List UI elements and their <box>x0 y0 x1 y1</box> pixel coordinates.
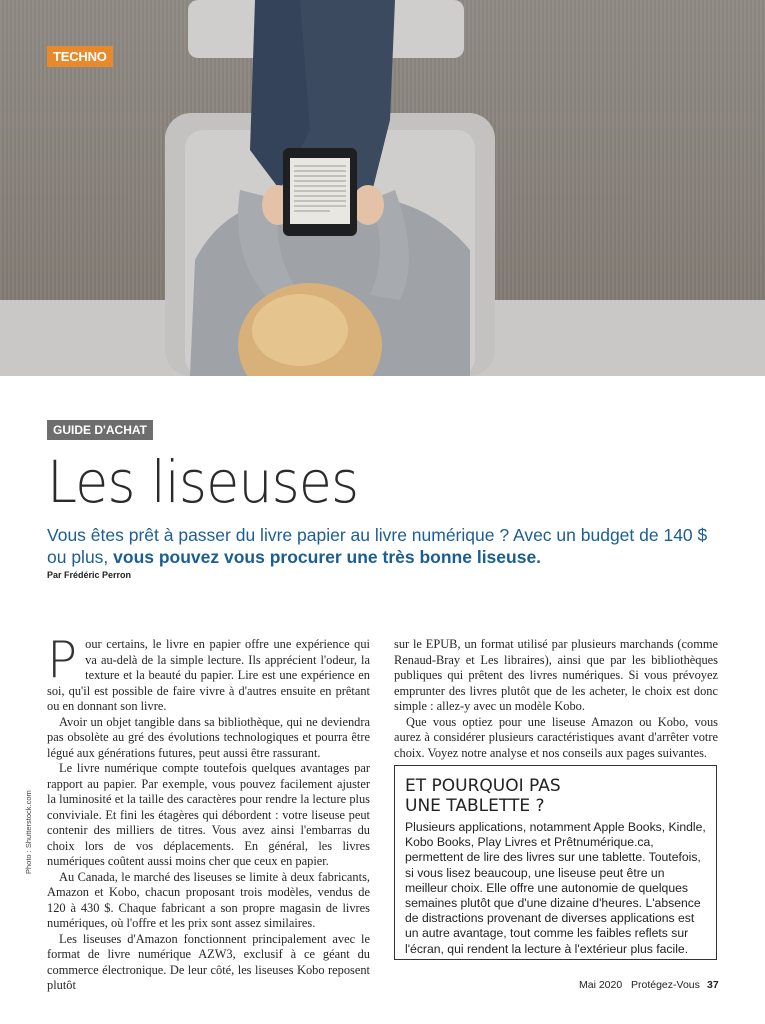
paragraph: our certains, le livre en papier offre une expérience qui va au-delà de la simple lecture. Ils apprécient l'odeur, la texture et la beauté du papier. Lire est une expérience en soi, qu'il est possible de faire vivre à d'autres ensuite en prêtant ou en donnant son livre. <box>47 637 370 713</box>
byline: Par Frédéric Perron <box>47 570 132 580</box>
sidebar-title: ET POURQUOI PAS UNE TABLETTE ? <box>405 776 561 816</box>
page-title: Les liseuses <box>47 448 359 516</box>
paragraph: Les liseuses d'Amazon fonctionnent principalement avec le format de livre numérique AZW3, exclusif à ce géant du commerce électronique. De leur côté, les liseuses Kobo reposent plutôt <box>47 931 370 992</box>
intro-text <box>47 524 727 568</box>
footer-date: Mai 2020 <box>579 979 623 991</box>
intro-part2: vous pouvez vous procurer une très bonne liseuse. <box>113 547 542 567</box>
body-column-1 <box>47 631 370 994</box>
intro-part1: Vous êtes prêt à passer du livre papier au livre numérique ? Avec un budget de 140 $ ou plus, <box>47 525 708 567</box>
body-column-2 <box>394 637 718 761</box>
sidebar-box <box>394 765 717 960</box>
dropcap: P <box>47 631 78 689</box>
reader-illustration <box>0 0 765 376</box>
paragraph: Le livre numérique compte toutefois quelques avantages par rapport au papier. Par exemple, vous pouvez facilement ajuster la luminosité et la taille des caractères pour rendre la lecture plus conviviale. Et fini les étagères qui débordent : votre liseuse peut contenir des milliers de titres. Vous avez ainsi l'embarras du choix lors de vos déplacements. En général, les livres numériques coûtent aussi moins cher que ceux en papier. <box>47 761 370 868</box>
paragraph: sur le EPUB, un format utilisé par plusieurs marchands (comme Renaud-Bray et Les libraires), ainsi que par les bibliothèques publiques qui prêtent des livres numériques. Si vous prévoyez emprunter des livres plutôt que de les acheter, le choix est donc simple : allez-y avec un modèle Kobo. <box>394 637 718 713</box>
footer-magazine: Protégez-Vous <box>631 979 700 991</box>
paragraph: Que vous optiez pour une liseuse Amazon ou Kobo, vous aurez à considérer plusieurs caractéristiques avant d'arrêter votre choix. Voyez notre analyse et nos conseils aux pages suivantes. <box>394 714 718 760</box>
hero-photo <box>0 0 765 376</box>
section-tag: TECHNO <box>47 46 113 67</box>
page-number: 37 <box>707 979 719 991</box>
paragraph: Au Canada, le marché des liseuses se limite à deux fabricants, Amazon et Kobo, chacun proposant trois modèles, vendus de 120 à 430 $. Chaque fabricant a son propre magasin de livres numériques, où l'offre et les prix sont assez similaires. <box>47 869 370 930</box>
kicker-label: GUIDE D'ACHAT <box>47 420 153 440</box>
photo-credit: Photo : Shutterstock.com <box>24 790 33 874</box>
sidebar-text: Plusieurs applications, notamment Apple Books, Kindle, Kobo Books, Play Livres et Prêtnumérique.ca, permettent de lire des livres sur une tablette. Toutefois, si vous lisez beaucoup, une liseuse peut être un meilleur choix. Elle offre une autonomie de quelques semaines plutôt que d'une dizaine d'heures. L'absence de distractions provenant de diverses applications est un autre avantage, tout comme les faibles reflets sur l'écran, qui rendent la lecture à l'extérieur plus facile. <box>405 820 706 956</box>
paragraph: Avoir un objet tangible dans sa bibliothèque, qui ne deviendra pas obsolète au gré des évolutions technologiques et pourra être légué aux générations futures, peut aussi être rassurant. <box>47 714 370 760</box>
